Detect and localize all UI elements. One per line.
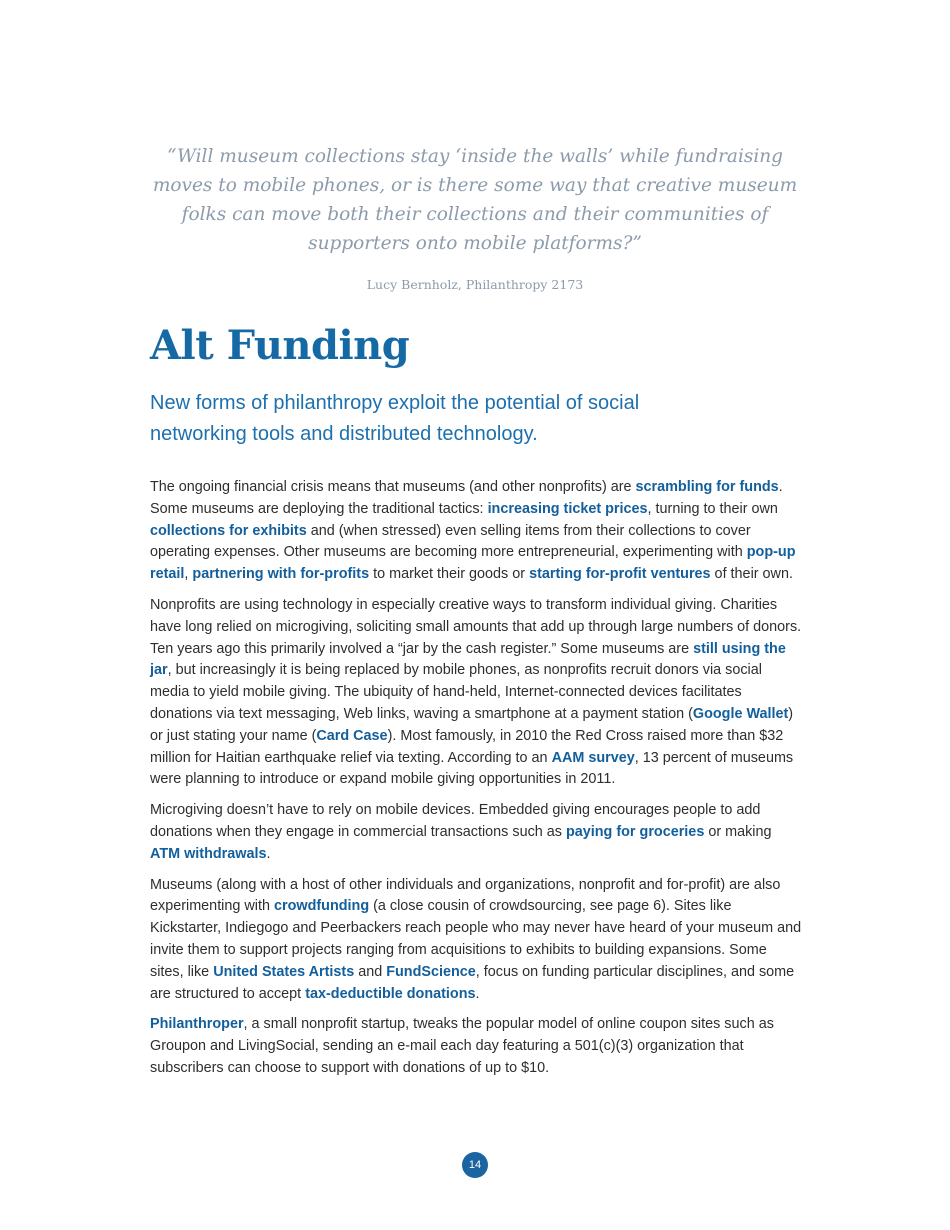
link-fundscience[interactable]: FundScience (386, 963, 476, 980)
link-crowdfunding[interactable]: crowdfunding (273, 898, 370, 915)
text-run: Museums (along with a host of other individuals and organizations, nonprofit and for-profit) are also experimenting with (150, 876, 781, 915)
paragraph-5 (150, 1014, 802, 1079)
text-run: , focus on funding particular disciplines, and some are structured to accept (150, 963, 795, 1002)
text-run: Nonprofits are using technology in especially creative ways to transform individual giving. Charities have long relied on microgiving, soliciting small amounts that add up through large numbers of donors. Ten years ago this primarily involved a “jar by the cash register.” Some museums are (150, 596, 802, 657)
page-title: Alt Funding (150, 322, 410, 369)
link-collections-for-exhibits[interactable]: collections for exhibits (150, 522, 307, 539)
text-run: and (354, 963, 387, 980)
pull-quote: “Will museum collections stay ‘inside the walls’ while fundraising moves to mobile phones, or is there some way that creative museum folks can move both their collections and their communities of supporters onto mobile platforms?” (152, 146, 798, 254)
text-run: The ongoing financial crisis means that museums (and other nonprofits) are (150, 479, 636, 495)
page-subtitle: New forms of philanthropy exploit the potential of social networking tools and distributed technology. (150, 392, 640, 445)
link-increasing-ticket-prices[interactable]: increasing ticket prices (487, 500, 648, 517)
link-google-wallet[interactable]: Google Wallet (692, 705, 789, 722)
article-body (150, 477, 802, 1089)
text-run: (a close cousin of crowdsourcing, see page 6). Sites like Kickstarter, Indiegogo and Peerbackers reach people who may never have heard of your museum and invite them to support projects ranging from acquisitions to exhibits to building expansions. Some sites, like (150, 898, 802, 980)
text-run: , but increasingly it is being replaced by mobile phones, as nonprofits recruit donors via social media to yield mobile giving. The ubiquity of hand-held, Internet-connected devices facilitates donations via text messaging, Web links, waving a smartphone at a payment station ( (150, 662, 762, 722)
text-run: to market their goods or (369, 566, 530, 583)
link-starting-for-profit-ventures[interactable]: starting for-profit ventures (529, 566, 711, 583)
link-tax-deductible-donations[interactable]: tax-deductible donations (305, 985, 476, 1002)
text-run: , turning to their own (647, 500, 778, 517)
text-run: Microgiving doesn’t have to rely on mobile devices. Embedded giving encourages people to add donations when they engage in commercial transactions such as (150, 802, 761, 840)
paragraph-4 (150, 875, 802, 1006)
text-run: . Some museums are deploying the traditional tactics: (150, 479, 783, 517)
text-run: ) or just stating your name ( (150, 705, 794, 744)
paragraph-1 (150, 477, 802, 586)
text-run: , a small nonprofit startup, tweaks the popular model of online coupon sites such as Groupon and LivingSocial, sending an e-mail each day featuring a 501(c)(3) organization that subscribers can choose to support with donations of up to $10. (150, 1016, 774, 1076)
text-run: . (266, 845, 271, 862)
link-still-using-the-jar[interactable]: still using the jar (150, 640, 786, 679)
paragraph-3 (150, 800, 802, 865)
link-aam-survey[interactable]: AAM survey (551, 749, 635, 766)
link-partnering-with-for-profits[interactable]: partnering with for-profits (192, 566, 370, 583)
quote-attribution: Lucy Bernholz, Philanthropy 2173 (366, 277, 584, 292)
text-run: . (475, 985, 480, 1002)
link-pop-up-retail[interactable]: pop-up retail (150, 544, 796, 583)
link-united-states-artists[interactable]: United States Artists (213, 963, 355, 980)
text-run: ). Most famously, in 2010 the Red Cross raised more than $32 million for Haitian earthquake relief via texting. According to an (150, 727, 784, 766)
page-number-badge: 14 (462, 1152, 488, 1178)
link-scrambling-for-funds[interactable]: scrambling for funds (635, 479, 779, 495)
text-run: , 13 percent of museums were planning to introduce or expand mobile giving opportunities in 2011. (150, 749, 794, 788)
text-run: of their own. (710, 566, 793, 583)
link-atm-withdrawals[interactable]: ATM withdrawals (150, 845, 267, 862)
link-philanthroper[interactable]: Philanthroper (150, 1016, 244, 1033)
text-run: , (184, 566, 193, 583)
text-run: or making (704, 823, 772, 840)
text-run: and (when stressed) even selling items from their collections to cover operating expenses. Other museums are becoming more entrepreneurial, experimenting with (150, 522, 751, 561)
link-card-case[interactable]: Card Case (316, 727, 388, 744)
paragraph-2 (150, 595, 802, 791)
link-paying-for-groceries[interactable]: paying for groceries (565, 823, 705, 840)
